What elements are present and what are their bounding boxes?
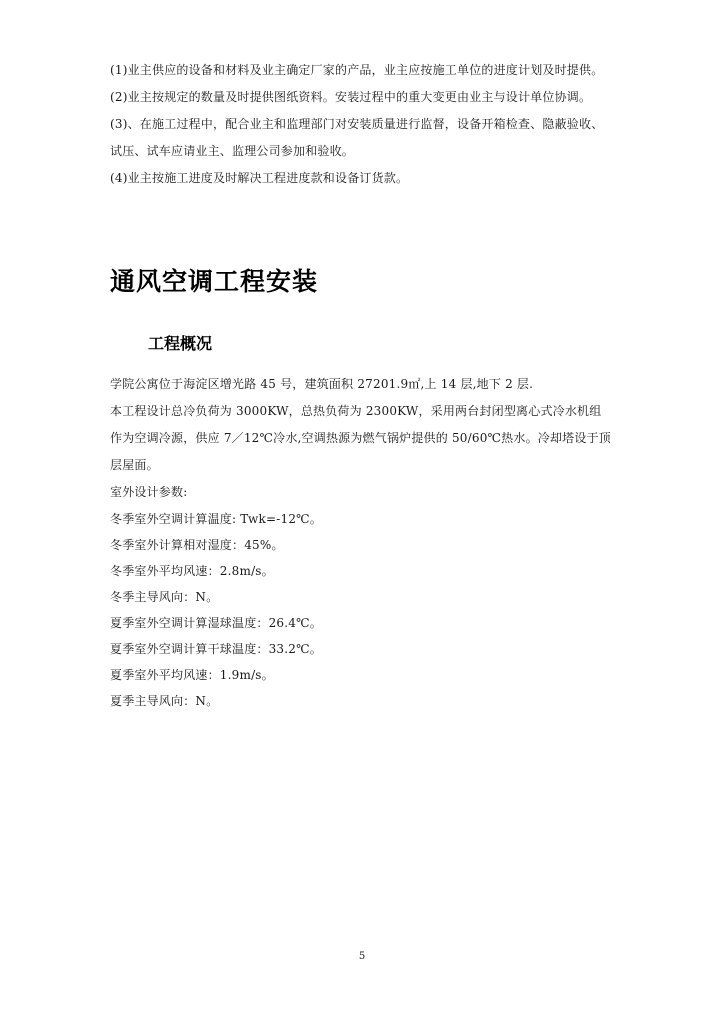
owner-duty-line: (1)业主供应的设备和材料及业主确定厂家的产品，业主应按施工单位的进度计划及时提供。 [110, 63, 604, 77]
design-param-line: 冬季室外计算相对湿度：45%。 [110, 538, 284, 552]
design-param-line: 夏季室外平均风速：1.9m/s。 [110, 668, 274, 682]
design-param-line: 冬季室外空调计算温度: Twk=-12℃。 [110, 512, 322, 526]
design-params-label: 室外设计参数: [110, 485, 188, 499]
subsection-title: 工程概况 [148, 334, 213, 353]
page-number: 5 [358, 951, 366, 962]
owner-duty-line: 试压、试车应请业主、监理公司参加和验收。 [110, 144, 355, 158]
overview-line: 本工程设计总冷负荷为 3000KW，总热负荷为 2300KW，采用两台封闭型离心式冷水机组 [110, 404, 602, 418]
design-param-line: 夏季主导风向：N。 [110, 694, 219, 708]
overview-line: 学院公寓位于海淀区增光路 45 号，建筑面积 27201.9㎡,上 14 层,地下 2 层. [110, 377, 534, 391]
design-param-line: 夏季室外空调计算湿球温度：26.4℃。 [110, 616, 322, 630]
owner-duty-line: (3)、在施工过程中，配合业主和监理部门对安装质量进行监督，设备开箱检查、隐蔽验收、 [110, 117, 604, 131]
owner-duty-line: (4)业主按施工进度及时解决工程进度款和设备订货款。 [110, 171, 409, 185]
owner-duty-line: (2)业主按规定的数量及时提供图纸资料。安装过程中的重大变更由业主与设计单位协调。 [110, 90, 592, 104]
section-title: 通风空调工程安装 [110, 267, 319, 296]
design-param-line: 冬季室外平均风速：2.8m/s。 [110, 564, 274, 578]
design-param-line: 冬季主导风向：N。 [110, 590, 219, 604]
overview-line: 作为空调冷源，供应 7／12℃冷水,空调热源为燃气锅炉提供的 50/60℃热水。冷却塔设于顶 [110, 431, 611, 445]
design-param-line: 夏季室外空调计算干球温度：33.2℃。 [110, 642, 322, 656]
overview-line: 层屋面。 [110, 458, 159, 472]
